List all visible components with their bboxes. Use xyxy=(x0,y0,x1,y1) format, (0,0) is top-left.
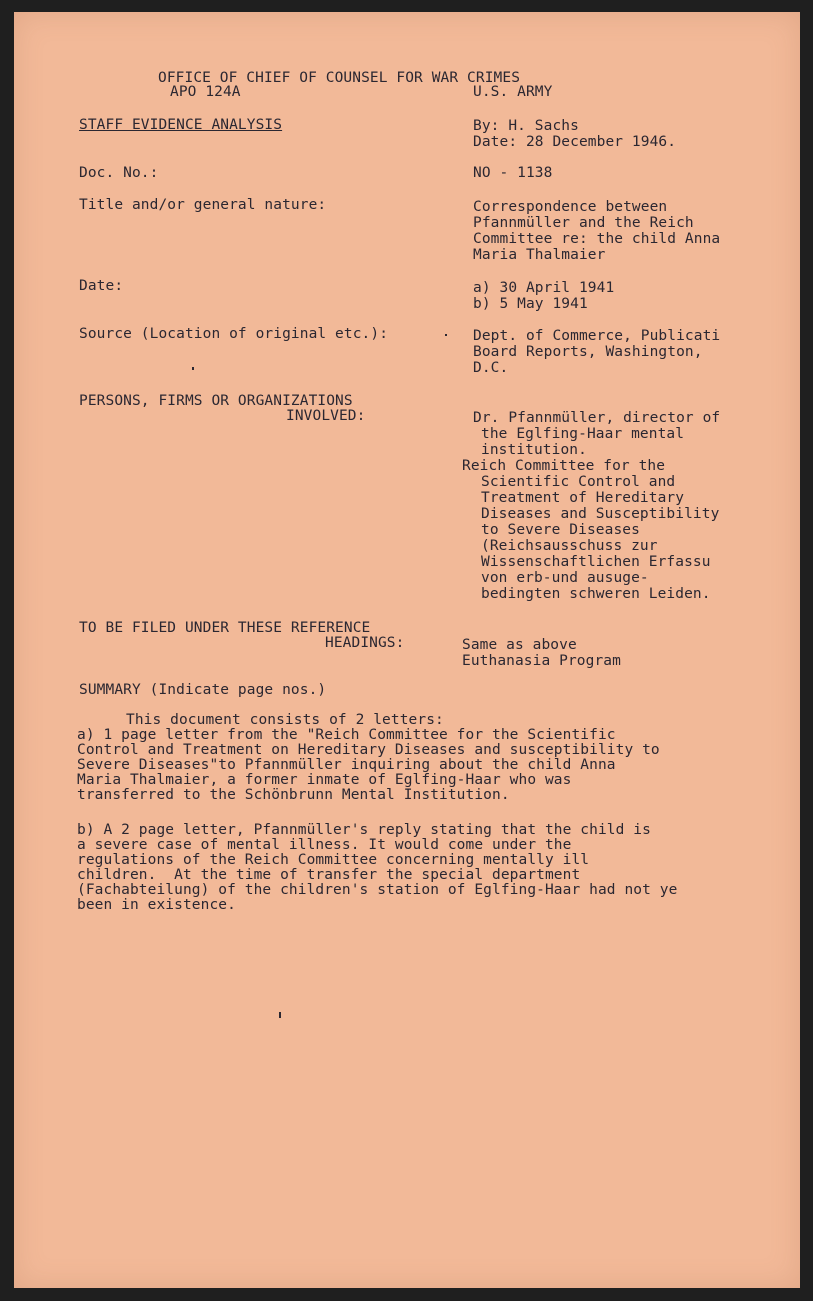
org-line: bedingten schweren Leiden. xyxy=(481,586,711,602)
stray-mark xyxy=(192,367,194,370)
title-line: Maria Thalmaier xyxy=(473,247,606,263)
org-line: (Reichsausschuss zur xyxy=(481,538,658,554)
org-line: Diseases and Susceptibility xyxy=(481,506,720,522)
filed-label: TO BE FILED UNDER THESE REFERENCE xyxy=(79,620,371,636)
stray-mark xyxy=(445,334,447,336)
summary-line: children. At the time of transfer the special department xyxy=(77,867,581,883)
filed-line: Same as above xyxy=(462,637,577,653)
summary-line: (Fachabteilung) of the children's station of Eglfing-Haar had not ye xyxy=(77,882,678,898)
source-line: D.C. xyxy=(473,360,509,376)
summary-line: Severe Diseases"to Pfannmüller inquiring about the child Anna xyxy=(77,757,616,773)
stray-mark xyxy=(279,1012,281,1018)
org-line: Reich Committee for the xyxy=(462,458,666,474)
doc-no-value: NO - 1138 xyxy=(473,165,553,181)
title-line: Pfannmüller and the Reich xyxy=(473,215,694,231)
title-line: Committee re: the child Anna xyxy=(473,231,721,247)
org-line: Wissenschaftlichen Erfassu xyxy=(481,554,711,570)
filed-label-headings: HEADINGS: xyxy=(325,635,405,651)
summary-line: a) 1 page letter from the "Reich Committee for the Scientific xyxy=(77,727,616,743)
date-label: Date: xyxy=(79,278,124,294)
summary-line: transferred to the Schönbrunn Mental Institution. xyxy=(77,787,510,803)
summary-line: regulations of the Reich Committee concerning mentally ill xyxy=(77,852,590,868)
date-line-a: a) 30 April 1941 xyxy=(473,280,615,296)
summary-line: Control and Treatment on Hereditary Diseases and susceptibility to xyxy=(77,742,660,758)
analysis-date: Date: 28 December 1946. xyxy=(473,134,677,150)
summary-line: Maria Thalmaier, a former inmate of Eglfing-Haar who was xyxy=(77,772,572,788)
org-line: von erb-und ausuge- xyxy=(481,570,649,586)
summary-line: been in existence. xyxy=(77,897,236,913)
analyst-name: By: H. Sachs xyxy=(473,118,579,134)
org-line: to Severe Diseases xyxy=(481,522,640,538)
person-line: institution. xyxy=(481,442,587,458)
office-heading: OFFICE OF CHIEF OF COUNSEL FOR WAR CRIMES xyxy=(158,70,521,86)
org-line: Treatment of Hereditary xyxy=(481,490,685,506)
person-line: Dr. Pfannmüller, director of xyxy=(473,410,721,426)
doc-no-label: Doc. No.: xyxy=(79,165,159,181)
analysis-title: STAFF EVIDENCE ANALYSIS xyxy=(79,117,283,133)
source-line: Dept. of Commerce, Publicati xyxy=(473,328,721,344)
summary-line: a severe case of mental illness. It would come under the xyxy=(77,837,572,853)
summary-label: SUMMARY (Indicate page nos.) xyxy=(79,682,327,698)
filed-line: Euthanasia Program xyxy=(462,653,621,669)
summary-line: b) A 2 page letter, Pfannmüller's reply stating that the child is xyxy=(77,822,651,838)
army-label: U.S. ARMY xyxy=(473,84,553,100)
date-line-b: b) 5 May 1941 xyxy=(473,296,588,312)
persons-label-involved: INVOLVED: xyxy=(286,408,366,424)
persons-label: PERSONS, FIRMS OR ORGANIZATIONS xyxy=(79,393,353,409)
apo-number: APO 124A xyxy=(170,84,241,100)
title-label: Title and/or general nature: xyxy=(79,197,327,213)
document-page xyxy=(14,12,800,1288)
title-line: Correspondence between xyxy=(473,199,668,215)
org-line: Scientific Control and xyxy=(481,474,676,490)
summary-intro: This document consists of 2 letters: xyxy=(126,712,444,728)
source-label: Source (Location of original etc.): xyxy=(79,326,389,342)
source-line: Board Reports, Washington, xyxy=(473,344,703,360)
person-line: the Eglfing-Haar mental xyxy=(481,426,685,442)
